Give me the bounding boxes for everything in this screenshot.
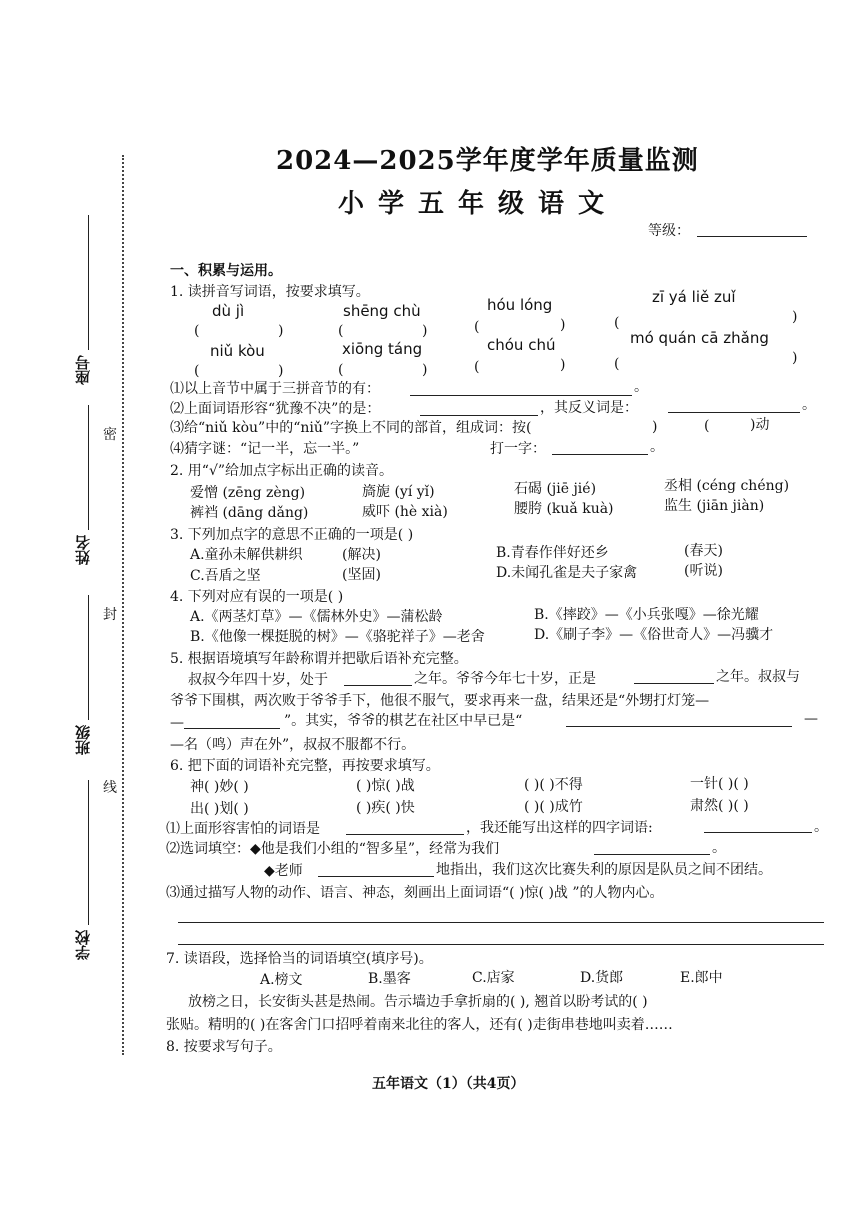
q1-sub1-end: 。: [634, 379, 648, 395]
q6-word: 肃然( )( ): [690, 798, 749, 814]
blank-7-close: ): [560, 357, 566, 373]
blank-7-open: (: [474, 359, 480, 375]
q3-prompt: 3. 下列加点字的意思不正确的一项是( ): [170, 527, 414, 543]
q3-option: A.童孙未解供耕织: [190, 547, 303, 563]
q5-line1a: 叔叔今年四十岁，处于: [188, 672, 328, 688]
q5-line3a: —: [170, 715, 184, 731]
q1-sub3-mid: ): [652, 419, 658, 435]
blank-2-close: ): [422, 323, 428, 339]
q6-word: ( )惊( )战: [356, 778, 415, 794]
q5-line3c: —: [804, 711, 818, 727]
q2-item: 爱憎 (zēng zèng): [190, 485, 306, 501]
q7-para2: 张贴。精明的( )在客舍门口招呼着南来北往的客人，还有( )走街串巷地叫卖着……: [166, 1017, 673, 1033]
seal-feng: 封: [103, 607, 117, 623]
pinyin-7: chóu chú: [487, 336, 556, 354]
q3-option-note: (春天): [684, 543, 723, 559]
q6-sub1-blank-a[interactable]: [346, 834, 464, 835]
q1-sub2-blank-a[interactable]: [420, 415, 538, 416]
q6-word: ( )( )不得: [524, 777, 583, 793]
q2-item: 石碣 (jiē jié): [514, 481, 597, 497]
q5-blank-2[interactable]: [634, 683, 714, 684]
q4-option: B.《他像一棵挺脱的树》—《骆驼祥子》—老舍: [190, 629, 485, 645]
page-footer: 五年语文（1）（共4页）: [372, 1076, 525, 1092]
q5-prompt: 5. 根据语境填写年龄称谓并把歇后语补充完整。: [170, 651, 468, 667]
blank-3-close: ): [560, 317, 566, 333]
section-heading: 一、积累与运用。: [170, 263, 282, 279]
class-label: 班级: [74, 725, 92, 755]
q1-sub4-end: 。: [650, 439, 664, 455]
q1-sub2-end: 。: [802, 397, 816, 413]
q6-sub3: ⑶通过描写人物的动作、语言、神态，刻画出上面词语“( )惊( )战 ”的人物内心。: [166, 885, 664, 901]
q4-prompt: 4. 下列对应有误的一项是( ): [170, 589, 344, 605]
name-underline: [88, 405, 89, 530]
pinyin-6: xiōng táng: [342, 340, 423, 358]
q5-line3b: ”。其实，爷爷的棋艺在社区中早已是“: [284, 713, 523, 729]
q5-blank-4[interactable]: [566, 726, 792, 727]
q6-sub2a: ⑵选词填空：◆他是我们小组的“智多星”，经常为我们: [166, 841, 500, 857]
q6-sub3-answer-line-2[interactable]: [178, 944, 824, 945]
q7-option: D.货郎: [580, 970, 624, 986]
blank-6-open: (: [338, 362, 344, 378]
pinyin-4: zī yá liě zuǐ: [652, 288, 736, 306]
q6-sub2-end: 。: [712, 840, 726, 856]
blank-2-open: (: [338, 323, 344, 339]
seat-underline: [88, 215, 89, 350]
q5-line4: —名（鸣）声在外”，叔叔不服都不行。: [170, 737, 416, 753]
q2-item: 丞相 (céng chéng): [664, 478, 790, 494]
q3-option-note: (听说): [684, 563, 723, 579]
q7-option: E.郎中: [680, 970, 723, 986]
q6-sub2c: 地指出，我们这次比赛失利的原因是队员之间不团结。: [436, 862, 772, 878]
q6-word: 神( )妙( ): [190, 779, 249, 795]
q6-sub1-end: 。: [814, 819, 828, 835]
q1-sub1-blank[interactable]: [410, 395, 632, 396]
blank-1-close: ): [278, 323, 284, 339]
seal-xian: 线: [103, 780, 117, 796]
q1-sub2a: ⑵上面词语形容“犹豫不决”的是：: [170, 401, 381, 417]
q1-sub2b: ，其反义词是：: [540, 400, 638, 416]
q2-item: 腰胯 (kuǎ kuà): [514, 501, 614, 517]
q5-line2: 爷爷下围棋，两次败于爷爷手下，他很不服气，要求再来一盘，结果还是“外甥打灯笼—: [170, 693, 710, 709]
q6-word: ( )疾( )快: [356, 800, 415, 816]
q6-sub1b: ，我还能写出这样的四字词语:: [466, 820, 653, 836]
grade-blank[interactable]: [697, 236, 807, 237]
blank-1-open: (: [194, 323, 200, 339]
q6-sub2-blank-a[interactable]: [594, 854, 710, 855]
seal-mi: 密: [103, 427, 117, 443]
class-underline: [88, 595, 89, 720]
binding-dotted-line: [122, 155, 124, 1055]
q1-sub2-blank-b[interactable]: [668, 412, 800, 413]
q7-para1: 放榜之日，长安街头甚是热闹。告示墙边手拿折扇的( ), 翘首以盼考试的( ): [188, 994, 648, 1010]
q5-blank-3[interactable]: [184, 728, 280, 729]
q1-sub3b: (: [704, 418, 710, 434]
q4-option: A.《两茎灯草》—《儒林外史》—蒲松龄: [190, 609, 443, 625]
grade-label: 等级：: [648, 223, 690, 239]
school-label: 学校: [74, 930, 92, 960]
exam-subtitle: 小学五年级语文: [338, 189, 619, 219]
q6-word: 出( )划( ): [190, 801, 249, 817]
seat-label: 座号: [74, 355, 92, 385]
q2-item: 裤裆 (dāng dǎng): [190, 505, 309, 521]
q3-option: B.青春作伴好还乡: [496, 545, 609, 561]
q3-option: C.吾盾之坚: [190, 568, 261, 584]
blank-4-close: ): [792, 309, 798, 325]
q6-word: ( )( )成竹: [524, 799, 583, 815]
q6-sub2-blank-b[interactable]: [318, 876, 434, 877]
blank-8-close: ): [792, 350, 798, 366]
q5-line1b: 之年。爷爷今年七十岁，正是: [414, 671, 596, 687]
blank-6-close: ): [422, 362, 428, 378]
q5-line1c: 之年。叔叔与: [716, 669, 800, 685]
q1-sub4: ⑷猜字谜：“记一半，忘一半。”: [170, 441, 360, 457]
q4-option: D.《刷子李》—《俗世奇人》—冯骥才: [534, 627, 774, 643]
pinyin-1: dù jì: [212, 302, 245, 320]
q4-option: B.《摔跤》—《小兵张嘎》—徐光耀: [534, 607, 759, 623]
q5-blank-1[interactable]: [344, 685, 412, 686]
q3-option-note: (解决): [342, 547, 381, 563]
q6-prompt: 6. 把下面的词语补充完整，再按要求填写。: [170, 758, 440, 774]
school-underline: [88, 780, 89, 925]
q7-prompt: 7. 读语段，选择恰当的词语填空(填序号)。: [166, 951, 433, 967]
q2-item: 旖旎 (yí yǐ): [362, 484, 435, 500]
q3-option: D.未闻孔雀是夫子家禽: [496, 565, 638, 581]
q2-item: 威吓 (hè xià): [362, 504, 448, 520]
pinyin-3: hóu lóng: [487, 296, 553, 314]
q1-prompt: 1. 读拼音写词语，按要求填写。: [170, 284, 370, 300]
pinyin-2: shēng chù: [343, 302, 421, 320]
blank-8-open: (: [614, 356, 620, 372]
blank-5-close: ): [278, 363, 284, 379]
q1-sub4-blank[interactable]: [552, 454, 648, 455]
pinyin-5: niǔ kòu: [210, 342, 265, 360]
q7-option: A.榜文: [260, 972, 303, 988]
q1-sub3-end: )动: [750, 417, 770, 433]
q2-prompt: 2. 用“√”给加点字标出正确的读音。: [170, 463, 394, 479]
name-label: 姓名: [74, 535, 92, 565]
q7-option: C.店家: [472, 970, 515, 986]
blank-3-open: (: [474, 319, 480, 335]
q6-word: 一针( )( ): [690, 776, 749, 792]
q2-item: 监生 (jiān jiàn): [664, 498, 765, 514]
q6-sub1a: ⑴上面形容害怕的词语是: [166, 821, 320, 837]
q3-option-note: (坚固): [342, 567, 381, 583]
blank-5-open: (: [194, 363, 200, 379]
q6-sub2b: ◆老师: [264, 863, 303, 879]
q7-option: B.墨客: [368, 971, 411, 987]
q1-sub1: ⑴以上音节中属于三拼音节的有：: [170, 381, 380, 397]
pinyin-8: mó quán cā zhǎng: [630, 329, 769, 347]
q1-sub4b: 打一字：: [490, 441, 546, 457]
exam-title: 2024—2025学年度学年质量监测: [276, 146, 699, 176]
q1-sub3: ⑶给“niǔ kòu”中的“niǔ”字换上不同的部首，组成词：按(: [170, 420, 532, 436]
q6-sub3-answer-line-1[interactable]: [178, 922, 824, 923]
q8-prompt: 8. 按要求写句子。: [166, 1039, 282, 1055]
q6-sub1-blank-b[interactable]: [704, 832, 812, 833]
blank-4-open: (: [614, 315, 620, 331]
